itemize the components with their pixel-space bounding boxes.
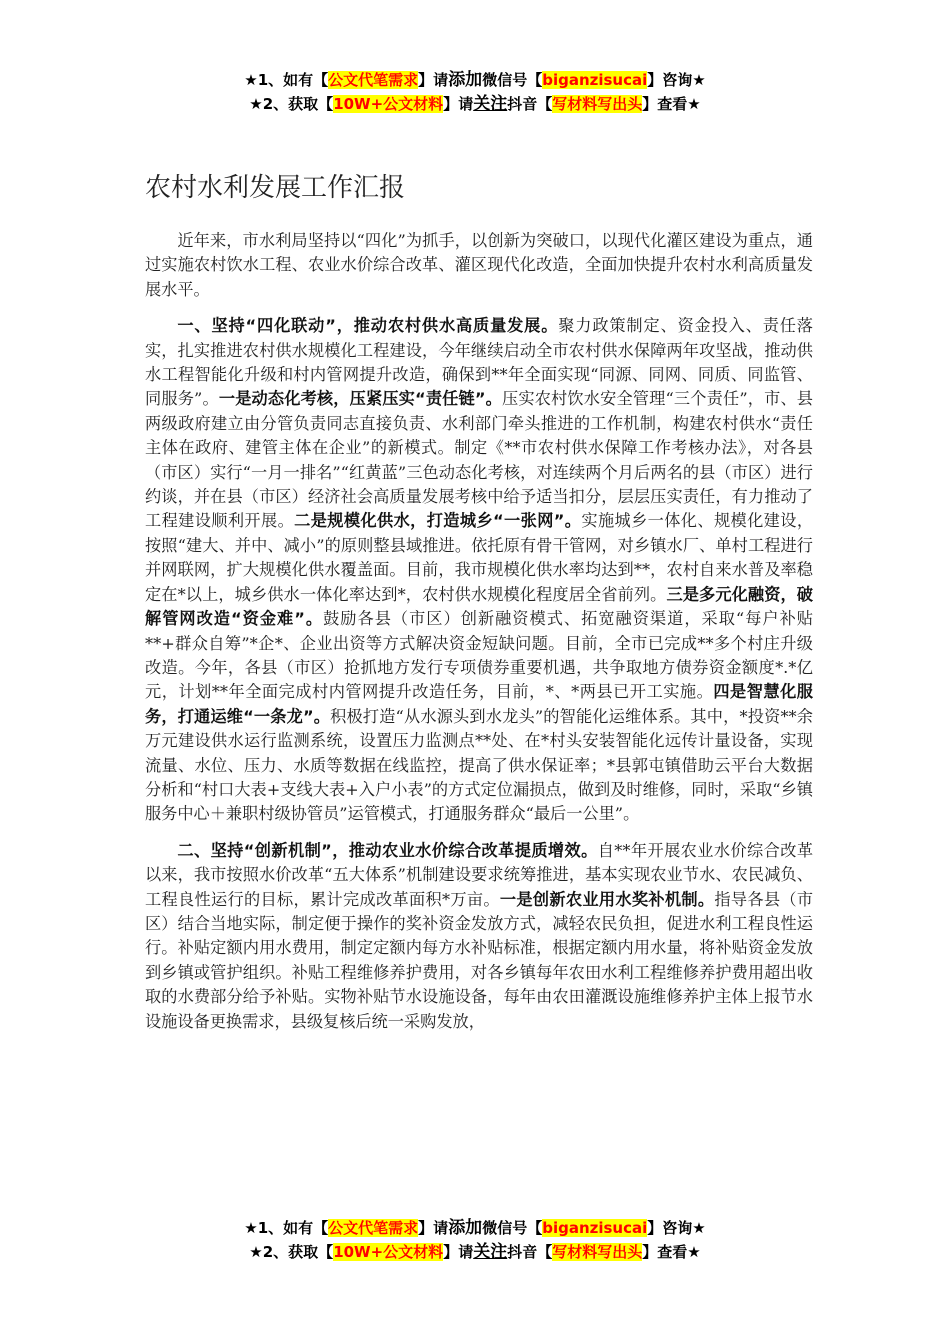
section-1-heading: 一、坚持“四化联动”，推动农村供水高质量发展。	[177, 316, 559, 336]
body-text: 聚力政策制定、资金投入、责任落实，扎实推进农村供水规模化工程建设，今年继续启动全市农村供水保障两年攻坚战，推动供水工程智能化升级和村内管网提升改造，确保到**年全面实现“同源、同网、同质、同监管、同服务”。	[145, 316, 813, 409]
subheading: 一是创新农业用水奖补机制。	[499, 889, 715, 909]
promo-text: 】查看★	[642, 95, 701, 113]
section-2-heading: 二、坚持“创新机制”，推动农业水价综合改革提质增效。	[177, 840, 598, 860]
intro-paragraph: 近年来，市水利局坚持以“四化”为抓手，以创新为突破口，以现代化灌区建设为重点，通过实施农村饮水工程、农业水价综合改革、灌区现代化改造，全面加快提升农村水利高质量发展水平。	[145, 231, 813, 299]
promo-emphasis: 添加	[448, 1218, 483, 1238]
document-body	[145, 229, 813, 1046]
promo-douyin-id: 写材料写出头	[552, 95, 643, 113]
promo-highlight: 公文代笔需求	[328, 71, 419, 89]
promo-text: 】咨询★	[647, 71, 706, 89]
promo-line-2	[0, 1240, 950, 1264]
subheading: 二是规模化供水，打造城乡“一张网”。	[294, 511, 582, 531]
body-text: 自**年开展农业水价综合改革以来，我市按照水价改革“五大体系”机制建设要求统筹推进，基本实现农业节水、农民减负、工程良性运行的目标，累计完成改革面积*万亩。	[145, 840, 813, 909]
promo-line-1	[0, 1216, 950, 1240]
promo-text: ★1、如有【	[244, 71, 329, 89]
promo-emphasis: 关注	[473, 94, 508, 114]
promo-text: 】请	[443, 95, 474, 113]
section-1-paragraph	[145, 314, 813, 827]
promo-wechat-id: biganzisucai	[542, 1219, 648, 1237]
promo-wechat-id: biganzisucai	[542, 71, 648, 89]
promo-banner-bottom	[0, 1216, 950, 1264]
subheading: 一是动态化考核，压紧压实“责任链”。	[218, 389, 503, 409]
subheading: 三是多元化融资，破解管网改造“资金难”。	[145, 584, 813, 629]
body-text: 积极打造“从水源头到水龙头”的智能化运维体系。其中，*投资**余万元建设供水运行监测系统，设置压力监测点**处、在*村头安装智能化远传计量设备，实现流量、水位、压力、水质等数据在线监控，提高了供水保证率；*县郭屯镇借助云平台大数据分析和“村口大表+支线大表+入户小表”的方式定位漏损点，做到及时维修，同时，采取“乡镇服务中心＋兼职村级协管员”运管模式，打通服务群众“最后一公里”。	[145, 706, 813, 824]
promo-douyin-id: 写材料写出头	[552, 1243, 643, 1261]
promo-text: 微信号【	[482, 71, 543, 89]
body-text: 实施城乡一体化、规模化建设，按照“建大、并中、减小”的原则整县域推进。依托原有骨干管网，对乡镇水厂、单村工程进行并网联网，扩大规模化供水覆盖面。目前，我市规模化供水率均达到**，农村自来水普及率稳定在*以上，城乡供水一体化率达到*，农村供水规模化程度居全省前列。	[145, 511, 814, 604]
promo-text: 抖音【	[507, 95, 553, 113]
promo-highlight: 10W+公文材料	[333, 95, 444, 113]
promo-text: ★2、获取【	[249, 95, 334, 113]
promo-text: ★2、获取【	[249, 1243, 334, 1261]
promo-text: 微信号【	[482, 1219, 543, 1237]
section-2-paragraph	[145, 839, 813, 1034]
subheading: 四是智慧化服务，打通运维“一条龙”。	[145, 682, 813, 726]
promo-highlight: 公文代笔需求	[328, 1219, 419, 1237]
promo-line-1	[0, 68, 950, 92]
promo-text: 】查看★	[642, 1243, 701, 1261]
promo-text: 】请	[418, 1219, 449, 1237]
body-text: 压实农村饮水安全管理“三个责任”，市、县两级政府建立由分管负责同志直接负责、水利部门牵头推进的工作机制，构建农村供水“责任主体在政府、建管主体在企业”的新模式。制定《**市农村供水保障工作考核办法》，对各县（市区）实行“一月一排名”“红黄蓝”三色动态化考核，对连续两个月后两名的县（市区）进行约谈，并在县（市区）经济社会高质量发展考核中给予适当扣分，层层压实责任，有力推动了工程建设顺利开展。	[145, 389, 813, 531]
promo-highlight: 10W+公文材料	[333, 1243, 444, 1261]
body-text: 指导各县（市区）结合当地实际，制定便于操作的奖补资金发放方式，减轻农民负担，促进水利工程良性运行。补贴定额内用水费用，制定定额内每方水补贴标准，根据定额内用水量，将补贴资金发放到乡镇或管护组织。补贴工程维修养护费用，对各乡镇每年农田水利工程维修养护费用超出收取的水费部分给予补贴。实物补贴节水设施设备，每年由农田灌溉设施维修养护主体上报节水设施设备更换需求，县级复核后统一采购发放，	[145, 889, 814, 1031]
document-title: 农村水利发展工作汇报	[145, 173, 406, 204]
promo-text: 抖音【	[507, 1243, 553, 1261]
body-text: 鼓励各县（市区）创新融资模式、拓宽融资渠道，采取“每户补贴**+群众自筹”*企*、企业出资等方式解决资金短缺问题。目前，全市已完成**多个村庄升级改造。今年，各县（市区）抢抓地方发行专项债券重要机遇，共争取地方债券资金额度*.*亿元，计划**年全面完成村内管网提升改造任务，目前，*、*两县已开工实施。	[145, 609, 813, 702]
promo-text: 】咨询★	[647, 1219, 706, 1237]
promo-emphasis: 关注	[473, 1242, 508, 1262]
promo-banner-top	[0, 68, 950, 116]
promo-emphasis: 添加	[448, 70, 483, 90]
promo-text: 】请	[418, 71, 449, 89]
promo-text: 】请	[443, 1243, 474, 1261]
promo-line-2	[0, 92, 950, 116]
promo-text: ★1、如有【	[244, 1219, 329, 1237]
